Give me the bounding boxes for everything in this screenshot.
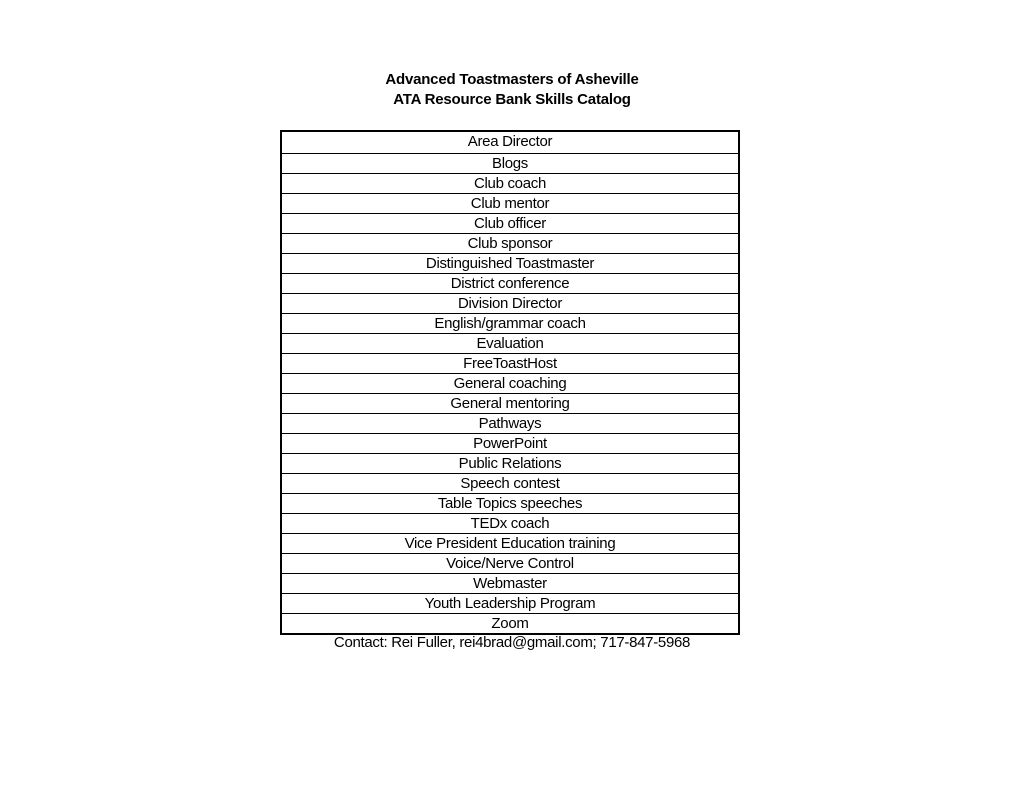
skill-row: Zoom (282, 613, 738, 633)
skill-row: Speech contest (282, 473, 738, 493)
skill-row: Club sponsor (282, 233, 738, 253)
skill-row: Club coach (282, 173, 738, 193)
skill-row: Club officer (282, 213, 738, 233)
skill-row: Table Topics speeches (282, 493, 738, 513)
skill-row: Club mentor (282, 193, 738, 213)
skill-row: FreeToastHost (282, 353, 738, 373)
skill-row: Voice/Nerve Control (282, 553, 738, 573)
skill-row: Youth Leadership Program (282, 593, 738, 613)
skill-row: TEDx coach (282, 513, 738, 533)
title-block (0, 70, 1024, 110)
skill-row: Evaluation (282, 333, 738, 353)
skill-row: District conference (282, 273, 738, 293)
skill-row: Distinguished Toastmaster (282, 253, 738, 273)
skill-row: Division Director (282, 293, 738, 313)
skills-catalog-table (280, 130, 740, 635)
skill-row: Blogs (282, 153, 738, 173)
skill-row: Vice President Education training (282, 533, 738, 553)
skill-row: General coaching (282, 373, 738, 393)
skill-row: English/grammar coach (282, 313, 738, 333)
skill-row: Area Director (467, 133, 553, 150)
skill-row: General mentoring (282, 393, 738, 413)
skill-row: PowerPoint (282, 433, 738, 453)
skill-row: Pathways (282, 413, 738, 433)
skill-row: Webmaster (282, 573, 738, 593)
skill-row: Public Relations (282, 453, 738, 473)
contact-line: Contact: Rei Fuller, rei4brad@gmail.com; 717-847-5968 (333, 634, 691, 651)
document-subtitle: ATA Resource Bank Skills Catalog (393, 91, 631, 108)
document-title: Advanced Toastmasters of Asheville (385, 71, 639, 88)
